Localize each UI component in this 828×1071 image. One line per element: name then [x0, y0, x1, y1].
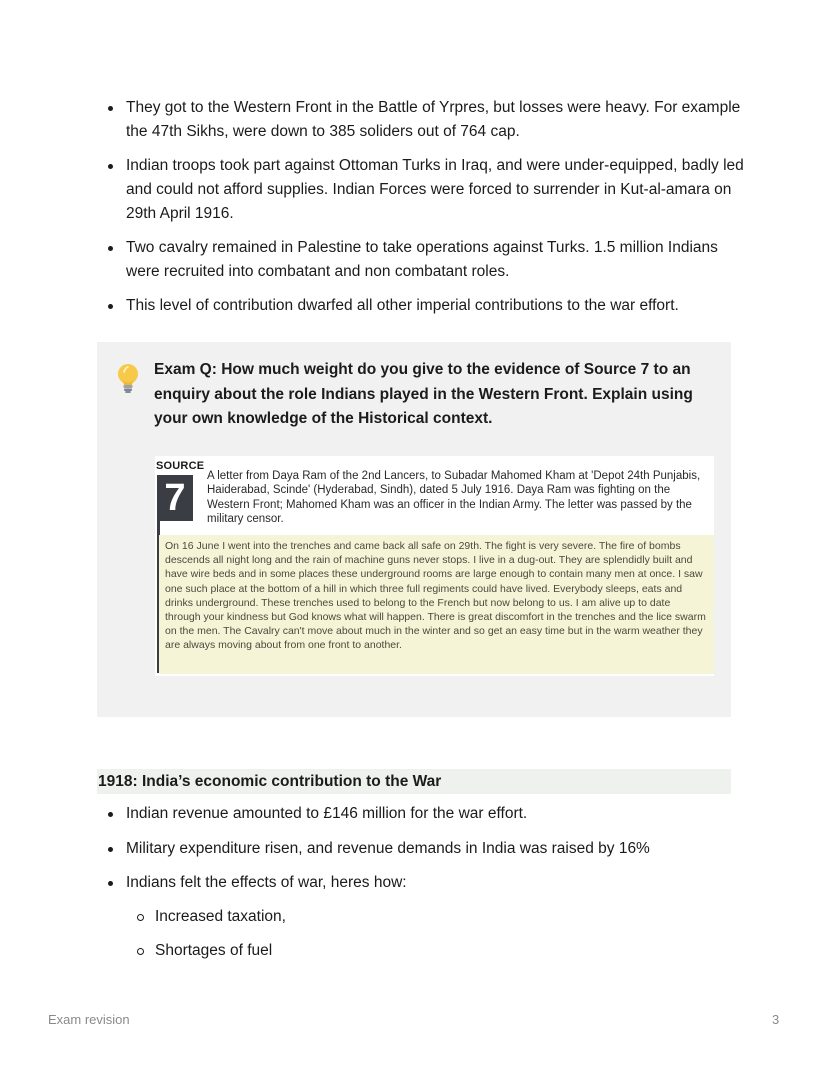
source-label: SOURCE: [156, 460, 205, 472]
section-heading-bar: [97, 769, 731, 794]
exam-question: Exam Q: How much weight do you give to the evidence of Source 7 to an enquiry about the role Indians played in the Western Front. Explain using your own knowledge of the Historical context.: [154, 361, 693, 427]
section-bullet-list: [105, 802, 745, 906]
list-item: This level of contribution dwarfed all other imperial contributions to the war effort.: [105, 294, 745, 318]
section-heading: 1918: India’s economic contribution to the War: [98, 773, 442, 790]
list-item: Indians felt the effects of war, heres how:: [105, 871, 745, 895]
lightbulb-icon: [115, 362, 141, 394]
top-bullet-list: [105, 96, 745, 328]
source-number: 7: [157, 475, 193, 521]
list-item: Two cavalry remained in Palestine to take operations against Turks. 1.5 million Indians were recruited into combatant and non combatant roles.: [105, 236, 745, 284]
sub-bullet-list: [135, 905, 286, 973]
sub-list-item: Increased taxation,: [135, 905, 286, 929]
footer-title: Exam revision: [48, 1012, 130, 1027]
list-item: Indian troops took part against Ottoman Turks in Iraq, and were under-equipped, badly led and could not afford supplies. Indian Forces were forced to surrender in Kut-al-amara on 29th April 1916.: [105, 154, 745, 226]
source-intro: A letter from Daya Ram of the 2nd Lancers, to Subadar Mahomed Kham at 'Depot 24th Punjabis, Haiderabad, Scinde' (Hyderabad, Sindh), dated 5 July 1916. Daya Ram was fighting on the Western Front; Mahomed Kham was an officer in the Indian Army. The letter was passed by the military censor.: [207, 470, 701, 525]
list-item: They got to the Western Front in the Battle of Yrpres, but losses were heavy. For example the 47th Sikhs, were down to 385 soliders out of 764 cap.: [105, 96, 745, 144]
source-letter-text: On 16 June I went into the trenches and came back all safe on 29th. The fight is very severe. The fire of bombs descends all night long and the rain of machine guns never stops. I live in a dug-out. They are splendidly built and have wire beds and in some places these underground rooms are large enough to contain many men at once. I saw one such place at the bottom of a hill in which three full regiments could have lived. Everybody sleeps, eats and drinks underground. These trenches used to belong to the French but now belong to us. I am alive up to date through your kindness but God knows what will happen. There is great discomfort in the trenches and the lice swarm on the men. The Cavalry can't move about much in the winter and so get an easy time but in the warm weather they are always moving about from one front to another.: [159, 535, 714, 674]
exam-question-callout: [97, 342, 731, 717]
page-number: 3: [772, 1012, 780, 1027]
list-item: Military expenditure risen, and revenue demands in India was raised by 16%: [105, 837, 745, 861]
source-7-excerpt: [155, 456, 714, 676]
sub-list-item: Shortages of fuel: [135, 939, 286, 963]
list-item: Indian revenue amounted to £146 million for the war effort.: [105, 802, 745, 826]
